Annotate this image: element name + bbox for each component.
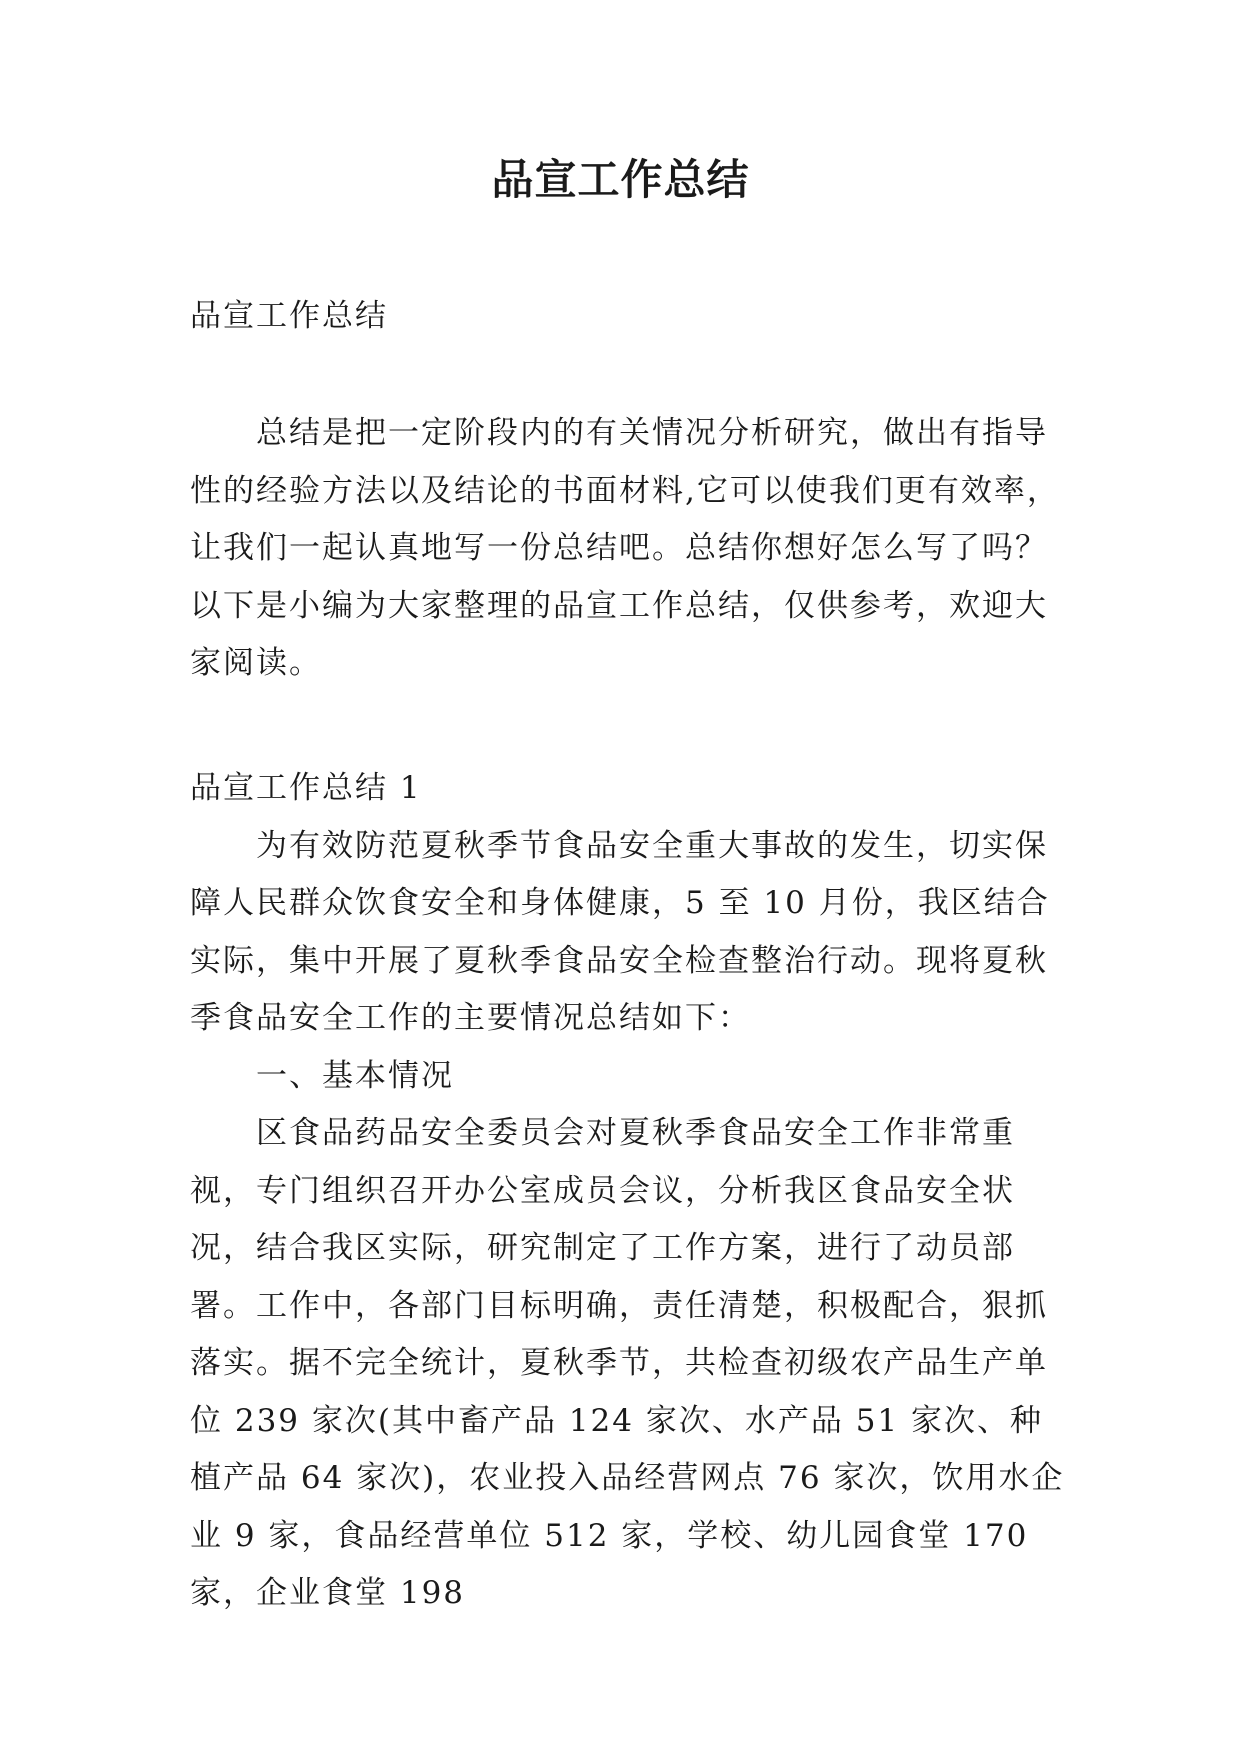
- section-1: [190, 760, 1070, 1623]
- section-heading: 品宣工作总结 1: [190, 770, 422, 806]
- document-title: 品宣工作总结: [491, 155, 750, 204]
- subheading-basic-situation: 一、基本情况: [256, 1057, 454, 1094]
- document-subtitle: 品宣工作总结: [190, 298, 388, 334]
- section-paragraph-1: 为有效防范夏秋季节食品安全重大事故的发生，切实保障人民群众饮食安全和身体健康，5 至 10 月份，我区结合实际，集中开展了夏秋季食品安全检查整治行动。现将夏秋季食品安全工作的主要情况总结如下：: [190, 827, 1050, 1036]
- section-paragraph-2: 区食品药品安全委员会对夏秋季食品安全工作非常重视，专门组织召开办公室成员会议，分析我区食品安全状况，结合我区实际，研究制定了工作方案，进行了动员部署。工作中，各部门目标明确，责任清楚，积极配合，狠抓落实。据不完全统计，夏秋季节，共检查初级农产品生产单位 239 家次(其中畜产品 124 家次、水产品 51 家次、种植产品 64 家次)，农业投入品经营网点 76 家次，饮用水企业 9 家，食品经营单位 512 家，学校、幼儿园食堂 170 家，企业食堂 198: [190, 1115, 1065, 1611]
- intro-paragraph: 总结是把一定阶段内的有关情况分析研究，做出有指导性的经验方法以及结论的书面材料,它可以使我们更有效率，让我们一起认真地写一份总结吧。总结你想好怎么写了吗？以下是小编为大家整理的品宣工作总结，仅供参考，欢迎大家阅读。: [190, 415, 1060, 681]
